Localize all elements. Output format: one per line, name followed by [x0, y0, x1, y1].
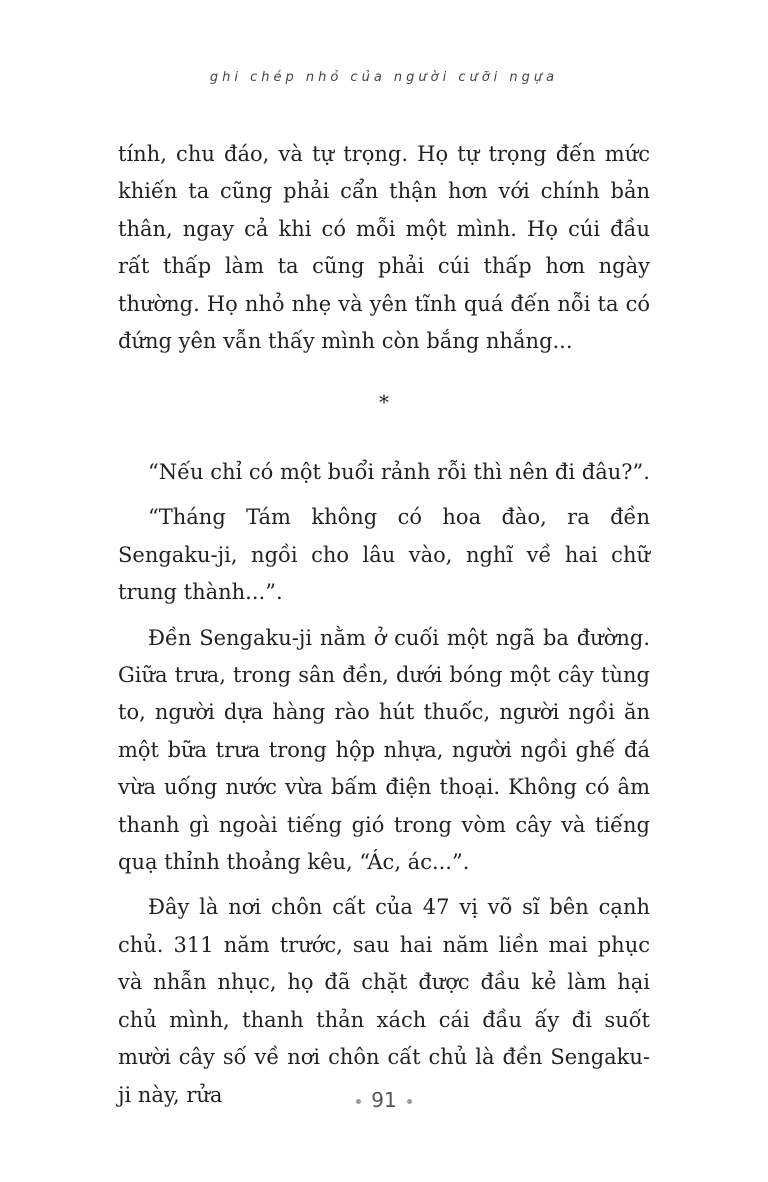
- section-body: [118, 454, 650, 1122]
- paragraph-answer: “Tháng Tám không có hoa đào, ra đền Sengaku-ji, ngồi cho lâu vào, nghĩ về hai chữ trung thành...”.: [118, 505, 650, 605]
- paragraph-history: Đây là nơi chôn cất của 47 vị võ sĩ bên cạnh chủ. 311 năm trước, sau hai năm liền mai phục và nhẫn nhục, họ đã chặt được đầu kẻ làm hại chủ mình, thanh thản xách cái đầu ấy đi suốt mười cây số về nơi chôn cất chủ là đền Sengaku-ji này, rửa: [118, 895, 650, 1107]
- page-number: 91: [371, 1088, 397, 1112]
- right-dot-ornament: [407, 1099, 412, 1104]
- paragraph-temple-description: Đền Sengaku-ji nằm ở cuối một ngã ba đường. Giữa trưa, trong sân đền, dưới bóng một cây tùng to, người dựa hàng rào hút thuốc, người ngồi ăn một bữa trưa trong hộp nhựa, người ngồi ghế đá vừa uống nước vừa bấm điện thoại. Không có âm thanh gì ngoài tiếng gió trong vòm cây và tiếng quạ thỉnh thoảng kêu, “Ác, ác...”.: [118, 625, 650, 875]
- paragraph-question: “Nếu chỉ có một buổi rảnh rỗi thì nên đi đâu?”.: [148, 460, 650, 484]
- page-footer: [0, 1088, 768, 1112]
- left-dot-ornament: [356, 1099, 361, 1104]
- continued-paragraph: tính, chu đáo, và tự trọng. Họ tự trọng đến mức khiến ta cũng phải cẩn thận hơn với chính bản thân, ngay cả khi có mỗi một mình. Họ cúi đầu rất thấp làm ta cũng phải cúi thấp hơn ngày thường. Họ nhỏ nhẹ và yên tĩnh quá đến nỗi ta có đứng yên vẫn thấy mình còn bắng nhắng...: [118, 142, 650, 354]
- running-header: ghi chép nhỏ của người cưỡi ngựa: [209, 70, 559, 85]
- section-separator: *: [379, 390, 389, 414]
